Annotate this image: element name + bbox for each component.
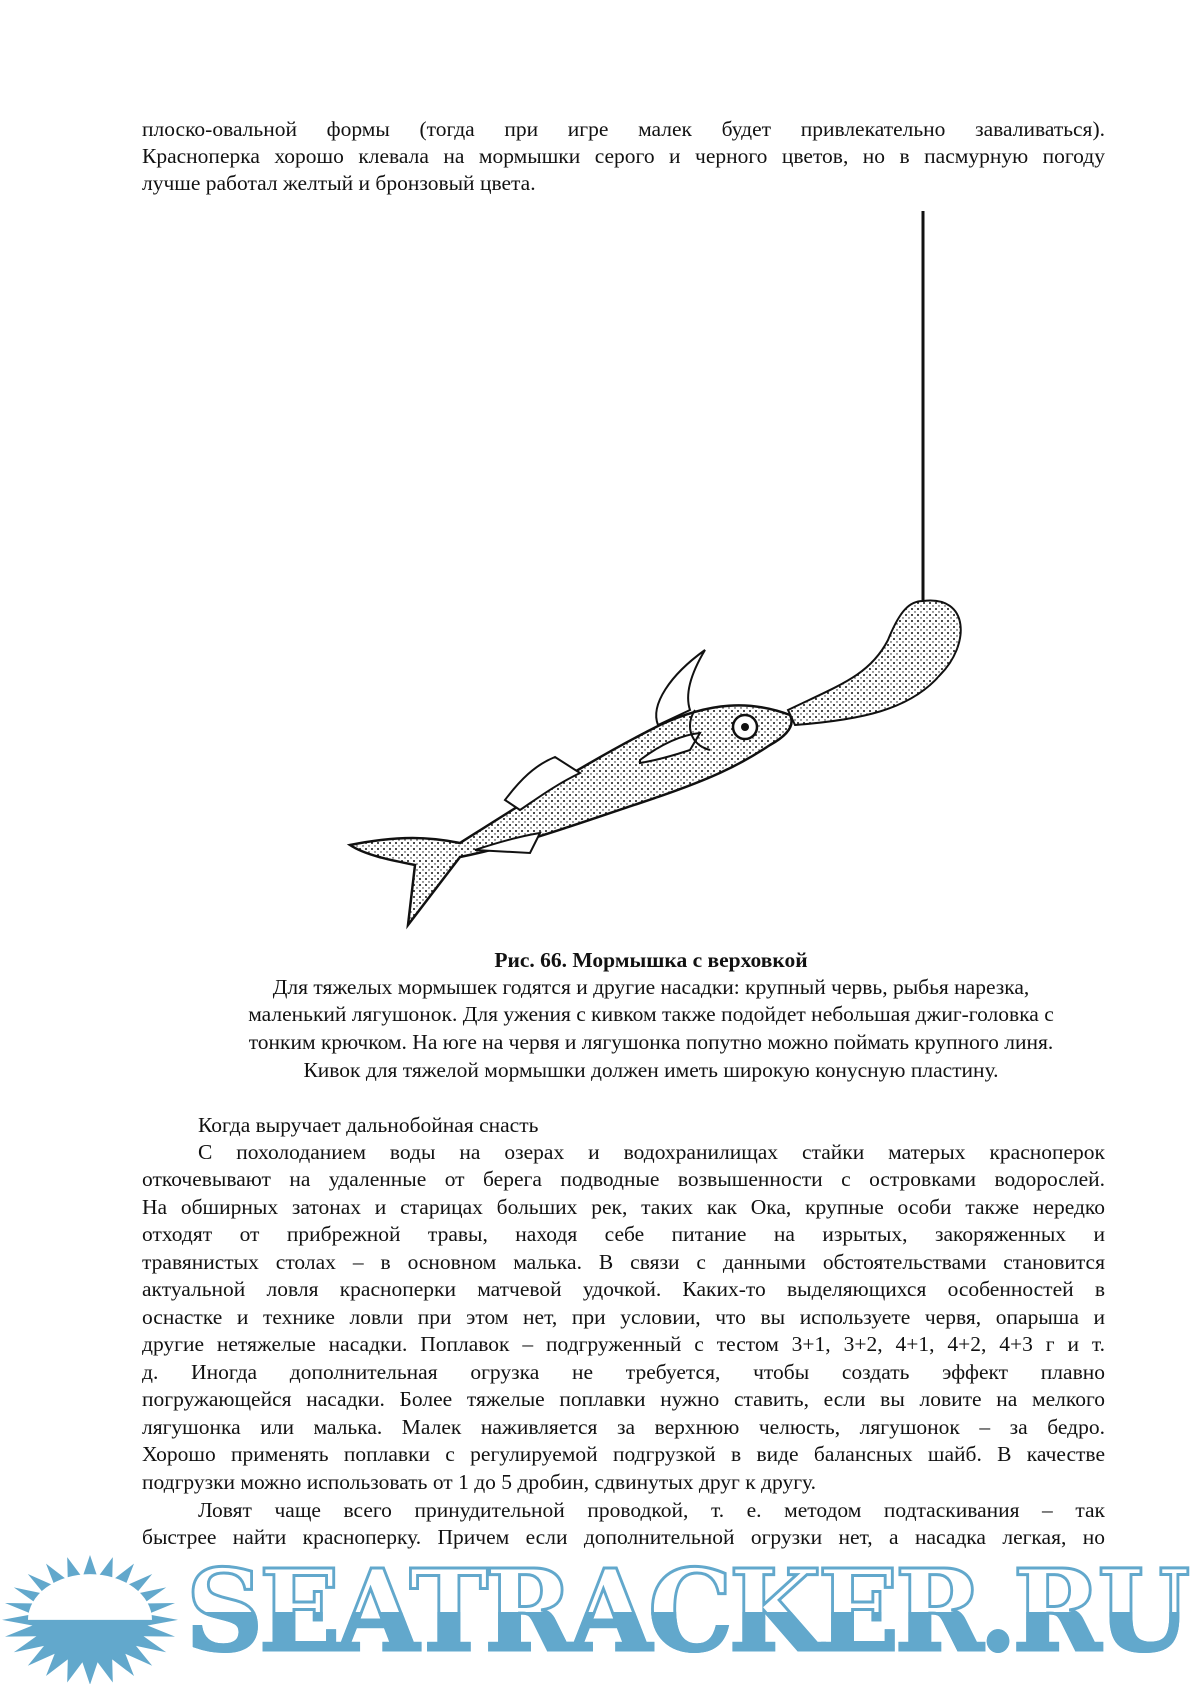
body-line: актуальной ловля красноперки матчевой удочкой. Каких-то выделяющихся особенностей в [142,1277,1105,1301]
body-line: Ловят чаще всего принудительной проводкой, т. е. методом подтаскивания – так [198,1498,1105,1522]
intro-line: Красноперка хорошо клевала на мормышки серого и черного цветов, но в пасмурную погоду [142,144,1105,168]
body-line: отходят от прибрежной травы, находя себе питание на изрытых, закоряженных и [142,1222,1105,1246]
section-heading: Когда выручает дальнобойная снасть [198,1113,539,1137]
body-line: лягушонка или малька. Малек наживляется за верхнюю челюсть, лягушонок – за бедро. [142,1415,1105,1439]
watermark-text: SEATRACKER.RU [186,1546,1187,1677]
body-line: подгрузки можно использовать от 1 до 5 дробин, сдвинутых друг к другу. [142,1470,817,1494]
centered-line: Для тяжелых мормышек годятся и другие насадки: крупный червь, рыбья нарезка, [272,975,1030,999]
centered-line: тонким крючком. На юге на червя и лягушонка попутно можно поймать крупного линя. [248,1030,1054,1054]
body-line: другие нетяжелые насадки. Поплавок – подгруженный с тестом 3+1, 3+2, 4+1, 4+2, 4+3 г и т. [142,1332,1105,1356]
figure-caption: Рис. 66. Мормышка с верховкой [494,948,808,972]
body-line: откочевывают на удаленные от берега подводные возвышенности с островками водорослей. [142,1167,1105,1191]
body-line: быстрее найти красноперку. Причем если дополнительной огрузки нет, а насадка легкая, но [142,1525,1105,1549]
body-line: С похолоданием воды на озерах и водохранилищах стайки матерых красноперок [198,1140,1105,1164]
intro-line: плоско-овальной формы (тогда при игре малек будет привлекательно заваливаться). [142,117,1105,141]
body-line: погружающейся насадки. Более тяжелые поплавки нужно ставить, если вы ловите на мелкого [142,1387,1105,1411]
body-line: На обширных затонах и старицах больших рек, таких как Ока, крупные особи также нередко [142,1195,1105,1219]
intro-line: лучше работал желтый и бронзовый цвета. [142,171,536,195]
body-line: травянистых столах – в основном малька. В связи с данными обстоятельствами становится [142,1250,1105,1274]
body-line: оснастке и технике ловли при этом нет, при условии, что вы используете червя, опарыша и [142,1305,1105,1329]
fish-jig-illustration [340,205,980,935]
centered-line: Кивок для тяжелой мормышки должен иметь широкую конусную пластину. [303,1058,999,1082]
body-line: Хорошо применять поплавки с регулируемой подгрузкой в виде балансных шайб. В качестве [142,1442,1105,1466]
jig-lure [788,601,961,725]
centered-line: маленький лягушонок. Для ужения с кивком также подойдет небольшая джиг-головка с [248,1002,1054,1026]
body-line: д. Иногда дополнительная огрузка не требуется, чтобы создать эффект плавно [142,1360,1105,1384]
fish-body [350,705,792,925]
watermark-sun-icon [0,1552,180,1684]
